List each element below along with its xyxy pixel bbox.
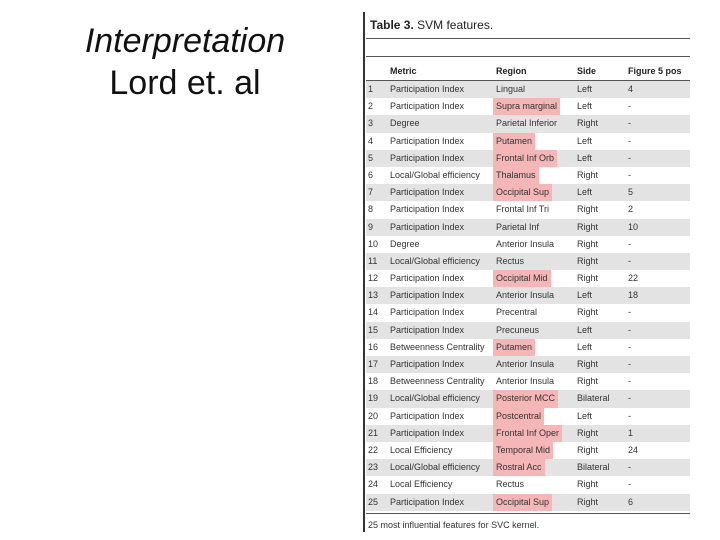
metric-cell: Participation Index [390, 290, 465, 301]
row-number: 22 [368, 444, 379, 455]
metric-cell: Local Efficiency [390, 479, 453, 490]
row-number: 20 [368, 410, 379, 421]
slide-title-line2: Lord et. al [109, 64, 261, 102]
side-cell: Left [577, 101, 593, 112]
figure-pos-cell: - [628, 341, 631, 352]
region-cell: Rostral Acc [493, 459, 545, 476]
figure-pos-cell: - [628, 359, 631, 369]
table-row [366, 287, 690, 304]
table-rule-header-top [366, 56, 690, 57]
table-row [366, 373, 690, 390]
table-row [366, 356, 690, 373]
table-row [366, 459, 690, 476]
table-row [366, 494, 690, 511]
metric-cell: Betweenness Centrality [390, 341, 485, 352]
metric-cell: Participation Index [390, 152, 465, 163]
row-number: 23 [368, 462, 379, 473]
table-row [366, 304, 690, 321]
side-cell: Right [577, 307, 599, 318]
metric-cell: Participation Index [390, 221, 465, 232]
region-cell: Frontal Inf Oper [493, 425, 562, 442]
table-row [366, 476, 690, 493]
figure-pos-cell: 18 [628, 290, 639, 301]
row-number: 7 [368, 187, 374, 198]
metric-cell: Local/Global efficiency [390, 462, 480, 473]
metric-cell: Participation Index [390, 307, 465, 318]
figure-pos-cell: - [628, 393, 631, 404]
figure-pos-cell: - [628, 479, 631, 490]
side-cell: Right [577, 118, 599, 129]
side-cell: Right [577, 359, 599, 369]
figure-pos-cell: - [628, 324, 631, 335]
region-cell: Rectus [496, 479, 525, 490]
figure-pos-cell: - [628, 410, 631, 421]
region-cell: Occipital Sup [493, 494, 552, 511]
row-number: 8 [368, 204, 374, 215]
table-row [366, 115, 690, 132]
figure-pos-cell: - [628, 169, 631, 180]
region-cell: Parietal Inferior [496, 118, 558, 129]
row-number: 5 [368, 152, 374, 163]
region-cell: Postcentral [493, 408, 544, 425]
metric-cell: Participation Index [390, 135, 465, 146]
side-cell: Right [577, 496, 599, 507]
side-cell: Right [577, 221, 599, 232]
table-row [366, 150, 690, 167]
table-row [366, 81, 690, 98]
figure-pos-cell: - [628, 376, 631, 387]
metric-cell: Participation Index [390, 410, 465, 421]
table-caption-label: Table 3. [370, 18, 414, 32]
region-cell: Frontal Inf Tri [496, 204, 550, 215]
table-row [366, 133, 690, 150]
table-row [366, 184, 690, 201]
row-number: 21 [368, 427, 379, 438]
row-number: 13 [368, 290, 379, 301]
metric-cell: Betweenness Centrality [390, 376, 485, 387]
region-cell: Supra marginal [493, 98, 560, 115]
table-row [366, 442, 690, 459]
region-cell: Putamen [493, 133, 535, 150]
side-cell: Left [577, 187, 593, 198]
region-cell: Precuneus [496, 324, 540, 335]
table-body [366, 81, 690, 511]
metric-cell: Participation Index [390, 187, 465, 198]
region-cell: Rectus [496, 255, 525, 266]
side-cell: Left [577, 324, 593, 335]
row-number: 3 [368, 118, 374, 129]
region-cell: Anterior Insula [496, 238, 555, 249]
metric-cell: Participation Index [390, 496, 465, 507]
table-row [366, 98, 690, 115]
region-cell: Temporal Mid [493, 442, 553, 459]
side-cell: Right [577, 376, 599, 387]
figure-pos-cell: - [628, 135, 631, 146]
row-number: 10 [368, 238, 379, 249]
table-figure [362, 8, 690, 532]
side-cell: Left [577, 410, 593, 421]
metric-cell: Participation Index [390, 101, 465, 112]
table-row [366, 236, 690, 253]
figure-pos-cell: 24 [628, 444, 639, 455]
region-cell: Anterior Insula [496, 290, 555, 301]
region-cell: Anterior Insula [496, 376, 555, 387]
metric-cell: Local/Global efficiency [390, 169, 480, 180]
row-number: 17 [368, 359, 379, 369]
side-cell: Left [577, 290, 593, 301]
region-cell: Parietal Inf [496, 221, 540, 232]
table-row [366, 167, 690, 184]
table-row [366, 322, 690, 339]
metric-cell: Local/Global efficiency [390, 255, 480, 266]
table-row [366, 270, 690, 287]
table-caption [370, 18, 493, 32]
metric-cell: Degree [390, 118, 420, 129]
metric-cell: Degree [390, 238, 420, 249]
table-row [366, 390, 690, 407]
row-number: 16 [368, 341, 379, 352]
side-cell: Right [577, 169, 599, 180]
region-cell: Posterior MCC [493, 390, 558, 407]
header-metric: Metric [390, 66, 417, 76]
metric-cell: Participation Index [390, 359, 465, 369]
side-cell: Left [577, 152, 593, 163]
figure-pos-cell: - [628, 462, 631, 473]
region-cell: Putamen [493, 339, 535, 356]
region-cell: Lingual [496, 84, 526, 94]
table-row [366, 219, 690, 236]
table-row [366, 425, 690, 442]
row-number: 4 [368, 135, 374, 146]
figure-pos-cell: 22 [628, 273, 639, 284]
row-number: 19 [368, 393, 379, 404]
side-cell: Right [577, 427, 599, 438]
table-footnote: 25 most influential features for SVC kernel. [368, 520, 540, 530]
region-cell: Anterior Insula [496, 359, 555, 369]
table-header-row [366, 62, 690, 80]
header-side: Side [577, 66, 597, 76]
metric-cell: Participation Index [390, 204, 465, 215]
row-number: 15 [368, 324, 379, 335]
row-number: 12 [368, 273, 379, 284]
figure-pos-cell: 6 [628, 496, 634, 507]
table-row [366, 408, 690, 425]
table-rule-top [366, 38, 690, 39]
vertical-divider [363, 12, 365, 532]
figure-pos-cell: 2 [628, 204, 634, 215]
side-cell: Right [577, 255, 599, 266]
side-cell: Left [577, 135, 593, 146]
metric-cell: Participation Index [390, 427, 465, 438]
side-cell: Bilateral [577, 462, 610, 473]
metric-cell: Participation Index [390, 273, 465, 284]
figure-pos-cell: 4 [628, 84, 634, 94]
row-number: 1 [368, 84, 374, 94]
table-row [366, 201, 690, 218]
figure-pos-cell: - [628, 152, 631, 163]
side-cell: Left [577, 341, 593, 352]
figure-pos-cell: - [628, 255, 631, 266]
side-cell: Bilateral [577, 393, 610, 404]
figure-pos-cell: - [628, 307, 631, 318]
row-number: 9 [368, 221, 374, 232]
metric-cell: Local Efficiency [390, 444, 453, 455]
side-cell: Right [577, 273, 599, 284]
region-cell: Occipital Mid [493, 270, 551, 287]
table-row [366, 253, 690, 270]
figure-pos-cell: 10 [628, 221, 639, 232]
row-number: 18 [368, 376, 379, 387]
region-cell: Precentral [496, 307, 538, 318]
figure-pos-cell: 5 [628, 187, 634, 198]
metric-cell: Participation Index [390, 84, 465, 94]
region-cell: Occipital Sup [493, 184, 552, 201]
region-cell: Frontal Inf Orb [493, 150, 557, 167]
row-number: 6 [368, 169, 374, 180]
side-cell: Right [577, 204, 599, 215]
header-figure-pos: Figure 5 pos [628, 66, 682, 76]
figure-pos-cell: - [628, 238, 631, 249]
table-rule-bottom [366, 513, 690, 514]
figure-pos-cell: - [628, 101, 631, 112]
figure-pos-cell: - [628, 118, 631, 129]
header-region: Region [496, 66, 527, 76]
side-cell: Left [577, 84, 593, 94]
row-number: 2 [368, 101, 374, 112]
metric-cell: Participation Index [390, 324, 465, 335]
slide-title [40, 20, 330, 104]
table-row [366, 339, 690, 356]
side-cell: Right [577, 444, 599, 455]
row-number: 24 [368, 479, 379, 490]
row-number: 11 [368, 255, 378, 266]
row-number: 25 [368, 496, 379, 507]
side-cell: Right [577, 238, 599, 249]
side-cell: Right [577, 479, 599, 490]
row-number: 14 [368, 307, 379, 318]
slide-title-line1: Interpretation [84, 22, 286, 60]
figure-pos-cell: 1 [628, 427, 634, 438]
table-caption-text: SVM features. [413, 18, 494, 32]
region-cell: Thalamus [493, 167, 539, 184]
metric-cell: Local/Global efficiency [390, 393, 480, 404]
